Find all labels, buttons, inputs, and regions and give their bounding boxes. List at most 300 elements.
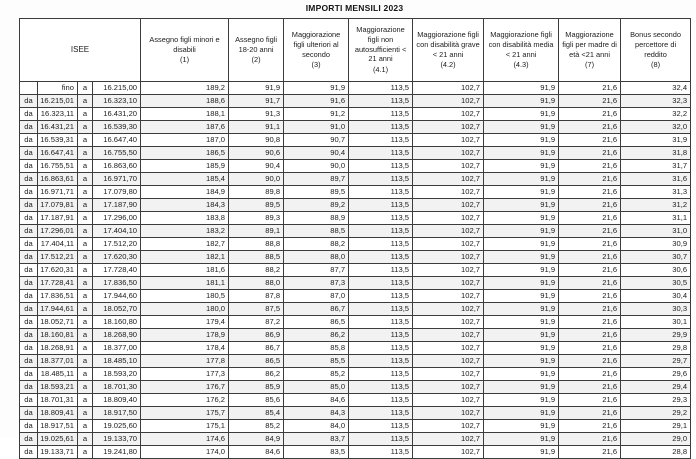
value-cell: 102,7 bbox=[413, 147, 484, 160]
value-cell: 186,5 bbox=[141, 147, 229, 160]
isee-to-cell: 16.431,20 bbox=[93, 108, 141, 121]
value-cell: 113,5 bbox=[349, 251, 413, 264]
isee-da-cell: da bbox=[20, 355, 38, 368]
value-cell: 88,2 bbox=[284, 238, 349, 251]
isee-to-cell: 18.377,00 bbox=[93, 342, 141, 355]
value-cell: 102,7 bbox=[413, 394, 484, 407]
isee-from-cell: 17.728,41 bbox=[38, 277, 78, 290]
value-cell: 29,2 bbox=[621, 407, 691, 420]
table-row bbox=[20, 316, 691, 329]
value-cell: 90,4 bbox=[284, 147, 349, 160]
isee-a-cell: a bbox=[78, 225, 93, 238]
value-cell: 85,0 bbox=[284, 381, 349, 394]
isee-from-cell: 17.404,11 bbox=[38, 238, 78, 251]
value-cell: 89,8 bbox=[229, 186, 284, 199]
value-cell: 188,1 bbox=[141, 108, 229, 121]
value-cell: 86,7 bbox=[284, 303, 349, 316]
value-cell: 113,5 bbox=[349, 316, 413, 329]
isee-to-cell: 18.160,80 bbox=[93, 316, 141, 329]
value-cell: 86,7 bbox=[229, 342, 284, 355]
isee-to-cell: 18.701,30 bbox=[93, 381, 141, 394]
isee-to-cell: 18.917,50 bbox=[93, 407, 141, 420]
value-cell: 91,9 bbox=[484, 329, 559, 342]
value-cell: 102,7 bbox=[413, 251, 484, 264]
isee-to-cell: 17.512,20 bbox=[93, 238, 141, 251]
value-cell: 88,5 bbox=[284, 225, 349, 238]
value-cell: 84,3 bbox=[284, 407, 349, 420]
value-cell: 102,7 bbox=[413, 303, 484, 316]
isee-da-cell: da bbox=[20, 95, 38, 108]
value-cell: 91,9 bbox=[484, 368, 559, 381]
value-cell: 21,6 bbox=[559, 394, 621, 407]
value-cell: 90,0 bbox=[229, 173, 284, 186]
value-cell: 29,3 bbox=[621, 394, 691, 407]
isee-a-cell: a bbox=[78, 121, 93, 134]
isee-da-cell: da bbox=[20, 342, 38, 355]
table-row bbox=[20, 251, 691, 264]
value-cell: 84,0 bbox=[284, 420, 349, 433]
value-cell: 179,4 bbox=[141, 316, 229, 329]
value-cell: 30,1 bbox=[621, 316, 691, 329]
value-cell: 181,1 bbox=[141, 277, 229, 290]
isee-a-cell: a bbox=[78, 368, 93, 381]
value-cell: 85,4 bbox=[229, 407, 284, 420]
header-maggiorazione-disabilita-grave bbox=[413, 19, 484, 82]
isee-to-cell: 16.971,70 bbox=[93, 173, 141, 186]
isee-from-cell: 16.971,71 bbox=[38, 186, 78, 199]
value-cell: 30,7 bbox=[621, 251, 691, 264]
value-cell: 89,7 bbox=[284, 173, 349, 186]
value-cell: 31,9 bbox=[621, 134, 691, 147]
value-cell: 102,7 bbox=[413, 108, 484, 121]
isee-from-cell: 17.296,01 bbox=[38, 225, 78, 238]
value-cell: 85,2 bbox=[229, 420, 284, 433]
isee-from-cell: 18.052,71 bbox=[38, 316, 78, 329]
page-title: IMPORTI MENSILI 2023 bbox=[305, 3, 404, 13]
value-cell: 87,0 bbox=[284, 290, 349, 303]
value-cell: 102,7 bbox=[413, 225, 484, 238]
value-cell: 31,2 bbox=[621, 199, 691, 212]
value-cell: 91,9 bbox=[484, 82, 559, 95]
value-cell: 86,5 bbox=[229, 355, 284, 368]
isee-to-cell: 19.133,70 bbox=[93, 433, 141, 446]
value-cell: 102,7 bbox=[413, 264, 484, 277]
value-cell: 113,5 bbox=[349, 225, 413, 238]
value-cell: 21,6 bbox=[559, 160, 621, 173]
header-maggiorazione-non-autosufficienti bbox=[349, 19, 413, 82]
isee-da-cell: da bbox=[20, 290, 38, 303]
value-cell: 102,7 bbox=[413, 446, 484, 459]
value-cell: 21,6 bbox=[559, 420, 621, 433]
value-cell: 113,5 bbox=[349, 303, 413, 316]
value-cell: 88,8 bbox=[229, 238, 284, 251]
isee-da-cell: da bbox=[20, 186, 38, 199]
value-cell: 21,6 bbox=[559, 407, 621, 420]
value-cell: 113,5 bbox=[349, 95, 413, 108]
isee-from-cell: 17.187,91 bbox=[38, 212, 78, 225]
isee-da-cell: da bbox=[20, 264, 38, 277]
value-cell: 88,2 bbox=[229, 264, 284, 277]
header-number: (4.1) bbox=[372, 64, 389, 74]
header-assegno-minori bbox=[141, 19, 229, 82]
value-cell: 182,7 bbox=[141, 238, 229, 251]
value-cell: 113,5 bbox=[349, 277, 413, 290]
value-cell: 91,9 bbox=[484, 251, 559, 264]
table-row bbox=[20, 290, 691, 303]
importi-mensili-table bbox=[19, 18, 691, 459]
value-cell: 102,7 bbox=[413, 238, 484, 251]
isee-from-cell: 17.836,51 bbox=[38, 290, 78, 303]
value-cell: 87,8 bbox=[229, 290, 284, 303]
value-cell: 113,5 bbox=[349, 381, 413, 394]
isee-to-cell: 16.215,00 bbox=[93, 82, 141, 95]
value-cell: 32,3 bbox=[621, 95, 691, 108]
value-cell: 91,9 bbox=[484, 290, 559, 303]
header-label: Assegno figli 18-20 anni bbox=[235, 35, 277, 54]
isee-from-cell: 16.323,11 bbox=[38, 108, 78, 121]
value-cell: 85,9 bbox=[229, 381, 284, 394]
table-row bbox=[20, 199, 691, 212]
value-cell: 102,7 bbox=[413, 173, 484, 186]
value-cell: 113,5 bbox=[349, 420, 413, 433]
value-cell: 88,9 bbox=[284, 212, 349, 225]
isee-da-cell: da bbox=[20, 147, 38, 160]
isee-from-cell: 17.944,61 bbox=[38, 303, 78, 316]
value-cell: 87,3 bbox=[284, 277, 349, 290]
isee-a-cell: a bbox=[78, 433, 93, 446]
isee-to-cell: 18.052,70 bbox=[93, 303, 141, 316]
value-cell: 21,6 bbox=[559, 251, 621, 264]
value-cell: 113,5 bbox=[349, 290, 413, 303]
table-row bbox=[20, 446, 691, 459]
value-cell: 102,7 bbox=[413, 82, 484, 95]
header-number: (4.3) bbox=[513, 60, 529, 70]
value-cell: 185,9 bbox=[141, 160, 229, 173]
table-row bbox=[20, 238, 691, 251]
isee-a-cell: a bbox=[78, 199, 93, 212]
value-cell: 21,6 bbox=[559, 212, 621, 225]
value-cell: 21,6 bbox=[559, 329, 621, 342]
table-row bbox=[20, 95, 691, 108]
isee-from-cell: 18.917,51 bbox=[38, 420, 78, 433]
isee-a-cell: a bbox=[78, 264, 93, 277]
value-cell: 113,5 bbox=[349, 134, 413, 147]
value-cell: 21,6 bbox=[559, 277, 621, 290]
value-cell: 102,7 bbox=[413, 381, 484, 394]
table-row bbox=[20, 212, 691, 225]
value-cell: 176,2 bbox=[141, 394, 229, 407]
value-cell: 86,2 bbox=[229, 368, 284, 381]
table-row bbox=[20, 225, 691, 238]
value-cell: 84,6 bbox=[229, 446, 284, 459]
value-cell: 113,5 bbox=[349, 147, 413, 160]
value-cell: 91,9 bbox=[484, 108, 559, 121]
isee-da-cell: da bbox=[20, 303, 38, 316]
value-cell: 85,2 bbox=[284, 368, 349, 381]
isee-from-cell: 17.512,21 bbox=[38, 251, 78, 264]
value-cell: 180,0 bbox=[141, 303, 229, 316]
isee-da-cell: da bbox=[20, 368, 38, 381]
value-cell: 21,6 bbox=[559, 368, 621, 381]
table-row bbox=[20, 420, 691, 433]
value-cell: 21,6 bbox=[559, 186, 621, 199]
value-cell: 21,6 bbox=[559, 290, 621, 303]
isee-da-cell: da bbox=[20, 108, 38, 121]
value-cell: 89,1 bbox=[229, 225, 284, 238]
isee-da-cell: da bbox=[20, 121, 38, 134]
header-row bbox=[20, 19, 691, 82]
value-cell: 90,7 bbox=[284, 134, 349, 147]
value-cell: 21,6 bbox=[559, 264, 621, 277]
table-row bbox=[20, 342, 691, 355]
value-cell: 91,9 bbox=[484, 121, 559, 134]
isee-da-cell: da bbox=[20, 420, 38, 433]
value-cell: 86,5 bbox=[284, 316, 349, 329]
value-cell: 21,6 bbox=[559, 173, 621, 186]
value-cell: 21,6 bbox=[559, 446, 621, 459]
value-cell: 91,9 bbox=[484, 381, 559, 394]
table-row bbox=[20, 173, 691, 186]
table-row bbox=[20, 121, 691, 134]
value-cell: 29,0 bbox=[621, 433, 691, 446]
value-cell: 113,5 bbox=[349, 368, 413, 381]
value-cell: 113,5 bbox=[349, 121, 413, 134]
header-label: Maggiorazione figli ulteriori al secondo bbox=[291, 30, 341, 59]
isee-da-cell: da bbox=[20, 199, 38, 212]
isee-from-cell: 18.701,31 bbox=[38, 394, 78, 407]
table-row bbox=[20, 433, 691, 446]
value-cell: 102,7 bbox=[413, 134, 484, 147]
value-cell: 21,6 bbox=[559, 108, 621, 121]
isee-da-cell: da bbox=[20, 329, 38, 342]
isee-to-cell: 17.944,60 bbox=[93, 290, 141, 303]
isee-da-cell: da bbox=[20, 212, 38, 225]
isee-a-cell: a bbox=[78, 160, 93, 173]
value-cell: 113,5 bbox=[349, 433, 413, 446]
value-cell: 113,5 bbox=[349, 355, 413, 368]
isee-a-cell: a bbox=[78, 238, 93, 251]
value-cell: 86,2 bbox=[284, 329, 349, 342]
value-cell: 174,6 bbox=[141, 433, 229, 446]
value-cell: 91,9 bbox=[484, 199, 559, 212]
value-cell: 91,9 bbox=[484, 160, 559, 173]
value-cell: 188,6 bbox=[141, 95, 229, 108]
value-cell: 102,7 bbox=[413, 277, 484, 290]
value-cell: 91,9 bbox=[229, 82, 284, 95]
header-label: Bonus secondo percettore di reddito bbox=[630, 30, 682, 59]
value-cell: 21,6 bbox=[559, 433, 621, 446]
value-cell: 29,7 bbox=[621, 355, 691, 368]
value-cell: 21,6 bbox=[559, 134, 621, 147]
header-number: (3) bbox=[311, 60, 321, 70]
isee-da-cell: da bbox=[20, 251, 38, 264]
value-cell: 30,3 bbox=[621, 303, 691, 316]
isee-from-cell: 18.485,11 bbox=[38, 368, 78, 381]
value-cell: 177,3 bbox=[141, 368, 229, 381]
value-cell: 91,9 bbox=[484, 173, 559, 186]
header-maggiorazione-disabilita-media bbox=[484, 19, 559, 82]
isee-from-cell: 16.647,41 bbox=[38, 147, 78, 160]
value-cell: 21,6 bbox=[559, 355, 621, 368]
value-cell: 21,6 bbox=[559, 82, 621, 95]
table-body bbox=[20, 82, 691, 459]
value-cell: 91,9 bbox=[484, 95, 559, 108]
isee-da-cell: da bbox=[20, 225, 38, 238]
isee-from-cell: 16.215,01 bbox=[38, 95, 78, 108]
table-row bbox=[20, 186, 691, 199]
isee-from-cell: 18.809,41 bbox=[38, 407, 78, 420]
isee-from-cell: 19.025,61 bbox=[38, 433, 78, 446]
header-number: (2) bbox=[251, 55, 261, 65]
value-cell: 90,6 bbox=[229, 147, 284, 160]
isee-from-cell: 17.079,81 bbox=[38, 199, 78, 212]
value-cell: 31,0 bbox=[621, 225, 691, 238]
isee-to-cell: 17.728,40 bbox=[93, 264, 141, 277]
isee-to-cell: 17.404,10 bbox=[93, 225, 141, 238]
value-cell: 113,5 bbox=[349, 186, 413, 199]
isee-from-cell: 19.133,71 bbox=[38, 446, 78, 459]
table-row bbox=[20, 108, 691, 121]
isee-a-cell: a bbox=[78, 134, 93, 147]
isee-da-cell: da bbox=[20, 394, 38, 407]
isee-to-cell: 16.647,40 bbox=[93, 134, 141, 147]
value-cell: 113,5 bbox=[349, 108, 413, 121]
value-cell: 102,7 bbox=[413, 160, 484, 173]
value-cell: 85,8 bbox=[284, 342, 349, 355]
isee-a-cell: a bbox=[78, 407, 93, 420]
value-cell: 87,2 bbox=[229, 316, 284, 329]
isee-to-cell: 17.620,30 bbox=[93, 251, 141, 264]
value-cell: 181,6 bbox=[141, 264, 229, 277]
value-cell: 183,8 bbox=[141, 212, 229, 225]
header-bonus-secondo-percettore bbox=[621, 19, 691, 82]
isee-to-cell: 18.809,40 bbox=[93, 394, 141, 407]
value-cell: 84,6 bbox=[284, 394, 349, 407]
value-cell: 29,6 bbox=[621, 368, 691, 381]
value-cell: 113,5 bbox=[349, 446, 413, 459]
value-cell: 89,5 bbox=[229, 199, 284, 212]
value-cell: 91,0 bbox=[284, 121, 349, 134]
value-cell: 29,1 bbox=[621, 420, 691, 433]
isee-a-cell: a bbox=[78, 316, 93, 329]
header-number: (4.2) bbox=[440, 60, 456, 70]
isee-da-cell: da bbox=[20, 381, 38, 394]
isee-a-cell: a bbox=[78, 277, 93, 290]
isee-da-cell: da bbox=[20, 134, 38, 147]
value-cell: 185,4 bbox=[141, 173, 229, 186]
table-row bbox=[20, 160, 691, 173]
table-row bbox=[20, 134, 691, 147]
value-cell: 87,7 bbox=[284, 264, 349, 277]
isee-to-cell: 17.836,50 bbox=[93, 277, 141, 290]
isee-da-cell bbox=[20, 82, 38, 95]
table-row bbox=[20, 329, 691, 342]
value-cell: 91,9 bbox=[484, 264, 559, 277]
table-row bbox=[20, 394, 691, 407]
isee-to-cell: 17.079,80 bbox=[93, 186, 141, 199]
isee-from-cell: 18.593,21 bbox=[38, 381, 78, 394]
value-cell: 113,5 bbox=[349, 173, 413, 186]
header-maggiorazione-ulteriori bbox=[284, 19, 349, 82]
isee-to-cell: 16.323,10 bbox=[93, 95, 141, 108]
isee-a-cell: a bbox=[78, 342, 93, 355]
value-cell: 113,5 bbox=[349, 407, 413, 420]
value-cell: 187,6 bbox=[141, 121, 229, 134]
value-cell: 91,1 bbox=[229, 121, 284, 134]
value-cell: 182,1 bbox=[141, 251, 229, 264]
value-cell: 21,6 bbox=[559, 316, 621, 329]
value-cell: 102,7 bbox=[413, 316, 484, 329]
table-row bbox=[20, 355, 691, 368]
isee-a-cell: a bbox=[78, 147, 93, 160]
value-cell: 102,7 bbox=[413, 368, 484, 381]
value-cell: 178,4 bbox=[141, 342, 229, 355]
value-cell: 91,2 bbox=[284, 108, 349, 121]
value-cell: 91,9 bbox=[484, 446, 559, 459]
value-cell: 28,8 bbox=[621, 446, 691, 459]
value-cell: 31,7 bbox=[621, 160, 691, 173]
table-header bbox=[20, 19, 691, 82]
isee-a-cell: a bbox=[78, 251, 93, 264]
value-cell: 88,5 bbox=[229, 251, 284, 264]
value-cell: 85,6 bbox=[229, 394, 284, 407]
value-cell: 113,5 bbox=[349, 160, 413, 173]
value-cell: 30,9 bbox=[621, 238, 691, 251]
value-cell: 102,7 bbox=[413, 121, 484, 134]
value-cell: 91,9 bbox=[484, 147, 559, 160]
header-number: (1) bbox=[180, 55, 190, 65]
isee-from-cell: 16.755,51 bbox=[38, 160, 78, 173]
header-label: Maggiorazione figli con disabilità grave < 21 anni bbox=[416, 30, 480, 59]
value-cell: 91,9 bbox=[484, 407, 559, 420]
value-cell: 88,0 bbox=[229, 277, 284, 290]
isee-a-cell: a bbox=[78, 381, 93, 394]
value-cell: 32,2 bbox=[621, 108, 691, 121]
value-cell: 189,2 bbox=[141, 82, 229, 95]
value-cell: 91,6 bbox=[284, 95, 349, 108]
value-cell: 91,9 bbox=[484, 433, 559, 446]
isee-a-cell: a bbox=[78, 186, 93, 199]
value-cell: 176,7 bbox=[141, 381, 229, 394]
isee-da-cell: da bbox=[20, 433, 38, 446]
table-row bbox=[20, 303, 691, 316]
value-cell: 113,5 bbox=[349, 264, 413, 277]
table-row bbox=[20, 264, 691, 277]
value-cell: 21,6 bbox=[559, 95, 621, 108]
value-cell: 83,5 bbox=[284, 446, 349, 459]
value-cell: 91,9 bbox=[484, 212, 559, 225]
header-label: Maggiorazione figli per madre di età <21 anni bbox=[562, 30, 617, 59]
value-cell: 102,7 bbox=[413, 186, 484, 199]
value-cell: 91,9 bbox=[284, 82, 349, 95]
value-cell: 91,9 bbox=[484, 238, 559, 251]
header-label: Assegno figli minori e disabili bbox=[149, 35, 220, 54]
value-cell: 102,7 bbox=[413, 212, 484, 225]
isee-from-cell: fino bbox=[38, 82, 78, 95]
isee-from-cell: 16.431,21 bbox=[38, 121, 78, 134]
value-cell: 89,5 bbox=[284, 186, 349, 199]
value-cell: 31,6 bbox=[621, 173, 691, 186]
value-cell: 113,5 bbox=[349, 394, 413, 407]
value-cell: 31,8 bbox=[621, 147, 691, 160]
value-cell: 102,7 bbox=[413, 433, 484, 446]
value-cell: 102,7 bbox=[413, 199, 484, 212]
isee-to-cell: 18.268,90 bbox=[93, 329, 141, 342]
isee-a-cell: a bbox=[78, 82, 93, 95]
isee-from-cell: 16.863,61 bbox=[38, 173, 78, 186]
isee-a-cell: a bbox=[78, 108, 93, 121]
isee-to-cell: 16.539,30 bbox=[93, 121, 141, 134]
